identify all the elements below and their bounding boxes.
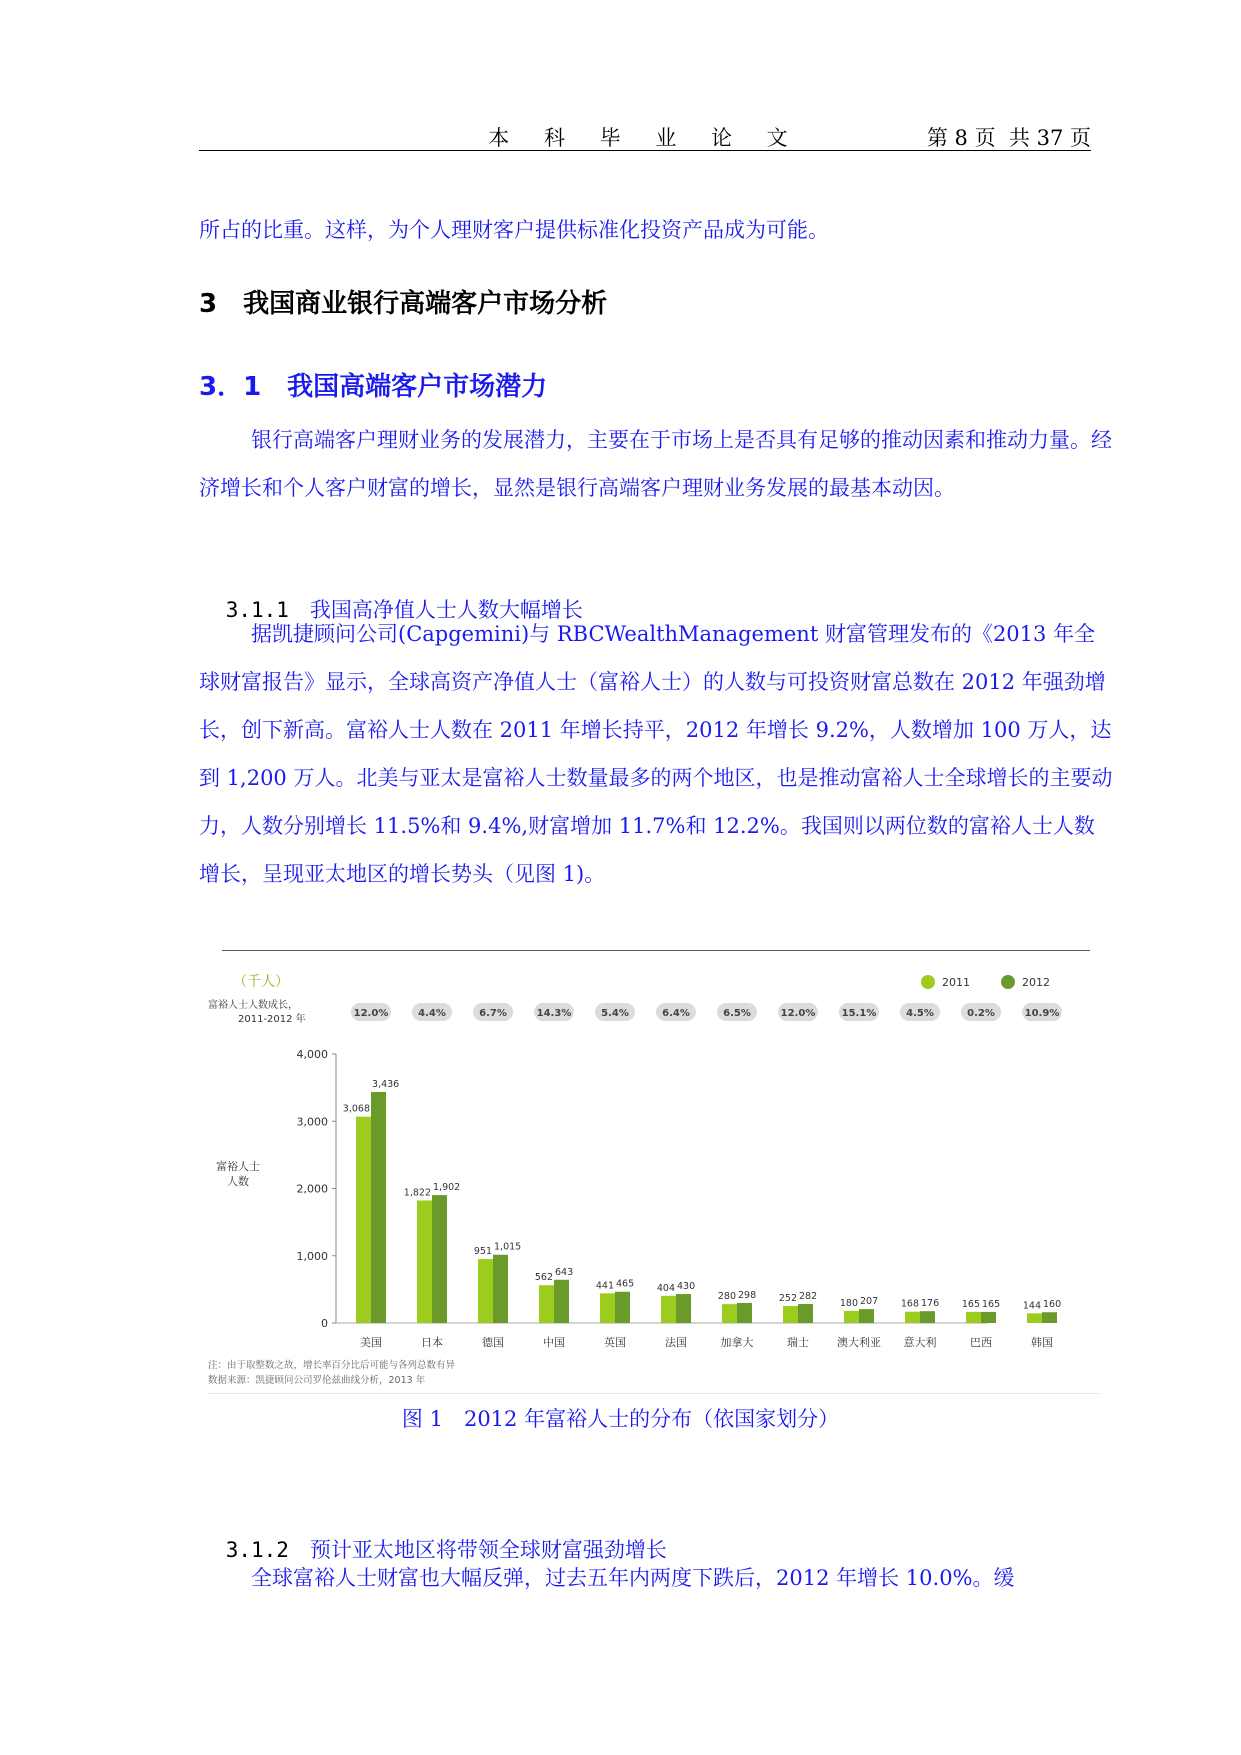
- legend-label: 2011: [942, 976, 970, 989]
- y-tick-label: 2,000: [296, 1182, 328, 1196]
- bar-value-label: 252: [778, 1293, 797, 1305]
- section-heading: 3 我国商业银行高端客户市场分析: [199, 289, 608, 319]
- chart-source: 数据来源：凯捷顾问公司罗伦兹曲线分析，2013 年: [208, 1375, 426, 1386]
- bar-value-label: 176: [921, 1298, 940, 1310]
- bar: [1042, 1312, 1057, 1323]
- chart-note: 注：由于取整数之故，增长率百分比后可能与各列总数有异: [208, 1360, 456, 1371]
- bar-value-label: 430: [677, 1281, 696, 1293]
- paragraph-2: 据凯捷顾问公司(Capgemini)与 RBCWealthManagement 财富管理发布的《2013 年全球财富报告》显示，全球高资产净值人士（富裕人士）的人数与可投资财富总数在 2012 年强劲增长，创下新高。富裕人士人数在 2011 年增长持平，2012 年增长 9.2%，人数增加 100 万人，达到 1,200 万人。北美与亚太是富裕人士数量最多的两个地区，也是推动富裕人士全球增长的主要动力，人数分别增长 11.5%和 9.4%,财富增加 11.7%和 12.2%。我国则以两位数的富裕人士人数增长，呈现亚太地区的增长势头（见图 1)。: [199, 622, 1113, 886]
- growth-pill-label: 12.0%: [353, 1008, 389, 1019]
- x-category-label: 德国: [482, 1336, 504, 1349]
- growth-pill-label: 5.4%: [601, 1008, 629, 1019]
- bar-value-label: 298: [738, 1289, 757, 1301]
- figure-caption: 图 1 2012 年富裕人士的分布（依国家划分）: [401, 1407, 840, 1431]
- bar-value-label: 1,822: [403, 1187, 431, 1199]
- x-category-label: 加拿大: [720, 1336, 754, 1349]
- bar-value-label: 180: [839, 1297, 858, 1309]
- bar-value-label: 643: [555, 1266, 574, 1278]
- bar-value-label: 168: [900, 1298, 919, 1310]
- heading-title: 预计亚太地区将带领全球财富强劲增长: [309, 1538, 667, 1562]
- chart-svg: [208, 946, 1108, 1394]
- bar-value-label: 951: [473, 1246, 492, 1258]
- bar: [615, 1292, 630, 1323]
- bar: [493, 1255, 508, 1323]
- x-category-label: 中国: [543, 1336, 565, 1349]
- y-tick-label: 3,000: [296, 1115, 328, 1129]
- bar: [539, 1285, 554, 1323]
- x-category-label: 澳大利亚: [837, 1336, 881, 1349]
- paragraph-continued: 所占的比重。这样，为个人理财客户提供标准化投资产品成为可能。: [199, 218, 829, 242]
- subsection-heading: 3．1 我国高端客户市场潜力: [199, 372, 548, 402]
- bar-value-label: 1,902: [433, 1182, 461, 1194]
- paragraph-3: 全球富裕人士财富也大幅反弹，过去五年内两度下跌后，2012 年增长 10.0%。缓: [251, 1566, 1015, 1590]
- y-axis-label: 富裕人士: [216, 1160, 260, 1173]
- bar-value-label: 207: [860, 1296, 879, 1308]
- bar-value-label: 1,015: [494, 1241, 522, 1253]
- growth-row-label: 富裕人士人数成长，: [208, 1000, 298, 1011]
- legend-swatch: [921, 975, 935, 989]
- bar: [844, 1311, 859, 1323]
- growth-pill-label: 4.4%: [418, 1008, 446, 1019]
- page-header: [199, 118, 1091, 151]
- bar: [1027, 1313, 1042, 1323]
- x-category-label: 巴西: [970, 1336, 992, 1349]
- bar: [905, 1312, 920, 1323]
- bar: [798, 1304, 813, 1323]
- bar-value-label: 562: [534, 1272, 553, 1284]
- bar: [356, 1117, 371, 1323]
- x-category-label: 意大利: [903, 1336, 937, 1349]
- bar: [371, 1092, 386, 1323]
- heading-number: 3.1.2: [225, 1538, 289, 1562]
- bar-value-label: 144: [1022, 1300, 1041, 1312]
- bar: [554, 1280, 569, 1323]
- y-axis-label: 人数: [227, 1175, 249, 1188]
- y-tick-label: 0: [321, 1317, 328, 1330]
- bar: [417, 1200, 432, 1323]
- growth-pill-label: 6.4%: [662, 1008, 690, 1019]
- growth-row-label: 2011-2012 年: [238, 1014, 306, 1025]
- growth-pill-label: 10.9%: [1024, 1008, 1060, 1019]
- bar-value-label: 282: [799, 1291, 818, 1303]
- growth-pill-label: 4.5%: [906, 1008, 934, 1019]
- bar: [722, 1304, 737, 1323]
- x-category-label: 美国: [360, 1336, 382, 1349]
- bar: [478, 1259, 493, 1323]
- figure-chart: [208, 946, 1108, 1394]
- growth-pill-label: 0.2%: [967, 1008, 995, 1019]
- bar: [661, 1296, 676, 1323]
- paragraph-1: 银行高端客户理财业务的发展潜力，主要在于市场上是否具有足够的推动因素和推动力量。经济增长和个人客户财富的增长，显然是银行高端客户理财业务发展的最基本动因。: [199, 428, 1112, 500]
- chart-unit-label: （千人）: [233, 974, 289, 990]
- header-page-info: 第 8 页 共 37 页: [926, 126, 1091, 150]
- growth-pill-label: 15.1%: [841, 1008, 877, 1019]
- bar-value-label: 465: [616, 1278, 635, 1290]
- bar: [920, 1311, 935, 1323]
- bar-value-label: 3,068: [342, 1103, 370, 1115]
- x-category-label: 韩国: [1031, 1336, 1053, 1349]
- bar-value-label: 280: [717, 1291, 736, 1303]
- header-title: 本 科 毕 业 论 文: [488, 126, 802, 150]
- chart-bottom-rule: [208, 1393, 1100, 1394]
- bar: [783, 1306, 798, 1323]
- bar: [600, 1293, 615, 1323]
- bar-value-label: 165: [982, 1298, 1001, 1310]
- growth-pill-label: 12.0%: [780, 1008, 816, 1019]
- growth-pill-label: 6.7%: [479, 1008, 507, 1019]
- bar: [676, 1294, 691, 1323]
- x-category-label: 英国: [604, 1336, 626, 1349]
- legend-label: 2012: [1022, 976, 1050, 989]
- bar: [859, 1309, 874, 1323]
- bar: [737, 1303, 752, 1323]
- bar: [432, 1195, 447, 1323]
- bar: [981, 1312, 996, 1323]
- x-category-label: 瑞士: [787, 1336, 809, 1349]
- x-category-label: 法国: [665, 1336, 687, 1349]
- y-tick-label: 4,000: [296, 1048, 328, 1061]
- heading-title: 我国高净值人士人数大幅增长: [309, 598, 583, 622]
- growth-pill-label: 14.3%: [536, 1008, 572, 1019]
- heading-number: 3.1.1: [225, 598, 289, 622]
- bar-value-label: 160: [1043, 1299, 1062, 1311]
- bar-value-label: 441: [595, 1280, 614, 1292]
- y-tick-label: 1,000: [296, 1249, 328, 1263]
- bar: [966, 1312, 981, 1323]
- growth-pill-label: 6.5%: [723, 1008, 751, 1019]
- bar-value-label: 404: [656, 1282, 675, 1294]
- bar-value-label: 165: [961, 1298, 980, 1310]
- legend-swatch: [1001, 975, 1015, 989]
- x-category-label: 日本: [421, 1336, 443, 1349]
- bar-value-label: 3,436: [372, 1078, 400, 1090]
